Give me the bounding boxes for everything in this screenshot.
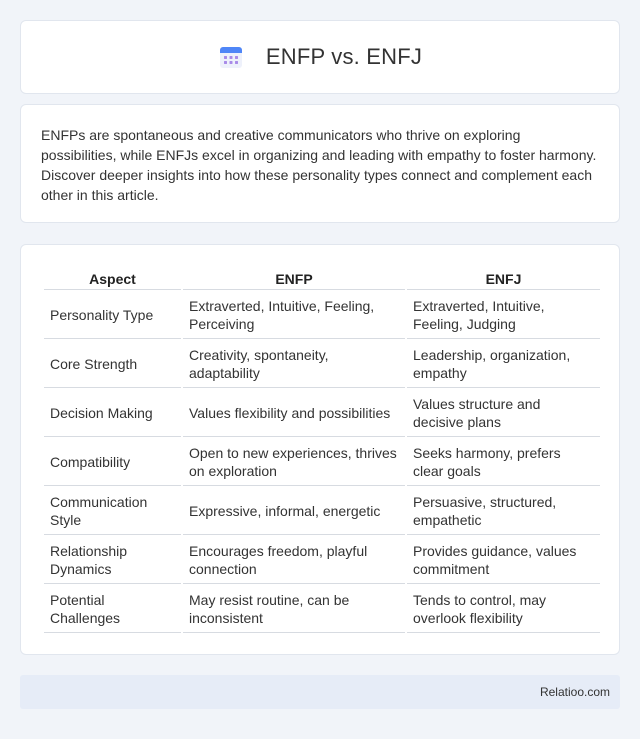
- aspect-cell: Personality Type: [44, 292, 181, 339]
- enfj-cell: Provides guidance, values commitment: [407, 537, 600, 584]
- table-row: [44, 390, 600, 437]
- table-row: [44, 488, 600, 535]
- header-enfj: ENFJ: [407, 267, 600, 290]
- enfp-cell: Creativity, spontaneity, adaptability: [183, 341, 405, 388]
- intro-paragraph: ENFPs are spontaneous and creative communicators who thrive on exploring possibilities, while ENFJs excel in organizing and leading with empathy to foster harmony. Discover deeper insights into how these personality types connect and complement each other in this article.: [41, 127, 597, 203]
- comparison-card: [20, 244, 620, 655]
- header-aspect: Aspect: [44, 267, 181, 290]
- calendar-icon: [218, 44, 244, 70]
- title-card: [20, 20, 620, 94]
- enfj-cell: Seeks harmony, prefers clear goals: [407, 439, 600, 486]
- enfp-cell: Values flexibility and possibilities: [183, 390, 405, 437]
- enfj-cell: Values structure and decisive plans: [407, 390, 600, 437]
- comparison-table: [42, 265, 602, 635]
- aspect-cell: Core Strength: [44, 341, 181, 388]
- enfj-cell: Tends to control, may overlook flexibility: [407, 586, 600, 633]
- table-header-row: [44, 267, 600, 290]
- enfp-cell: Open to new experiences, thrives on exploration: [183, 439, 405, 486]
- aspect-cell: Relationship Dynamics: [44, 537, 181, 584]
- table-row: [44, 439, 600, 486]
- enfj-cell: Persuasive, structured, empathetic: [407, 488, 600, 535]
- enfp-cell: Expressive, informal, energetic: [183, 488, 405, 535]
- table-row: [44, 341, 600, 388]
- aspect-cell: Compatibility: [44, 439, 181, 486]
- aspect-cell: Potential Challenges: [44, 586, 181, 633]
- table-row: [44, 586, 600, 633]
- footer-site-link[interactable]: Relatioo.com: [539, 685, 610, 699]
- table-row: [44, 537, 600, 584]
- enfp-cell: Encourages freedom, playful connection: [183, 537, 405, 584]
- aspect-cell: Decision Making: [44, 390, 181, 437]
- title-wrap: [218, 44, 422, 70]
- enfj-cell: Extraverted, Intuitive, Feeling, Judging: [407, 292, 600, 339]
- table-row: [44, 292, 600, 339]
- aspect-cell: Communication Style: [44, 488, 181, 535]
- intro-card: [20, 104, 620, 223]
- enfj-cell: Leadership, organization, empathy: [407, 341, 600, 388]
- enfp-cell: Extraverted, Intuitive, Feeling, Perceiving: [183, 292, 405, 339]
- page-title: ENFP vs. ENFJ: [265, 44, 423, 69]
- footer: [20, 675, 620, 709]
- header-enfp: ENFP: [183, 267, 405, 290]
- enfp-cell: May resist routine, can be inconsistent: [183, 586, 405, 633]
